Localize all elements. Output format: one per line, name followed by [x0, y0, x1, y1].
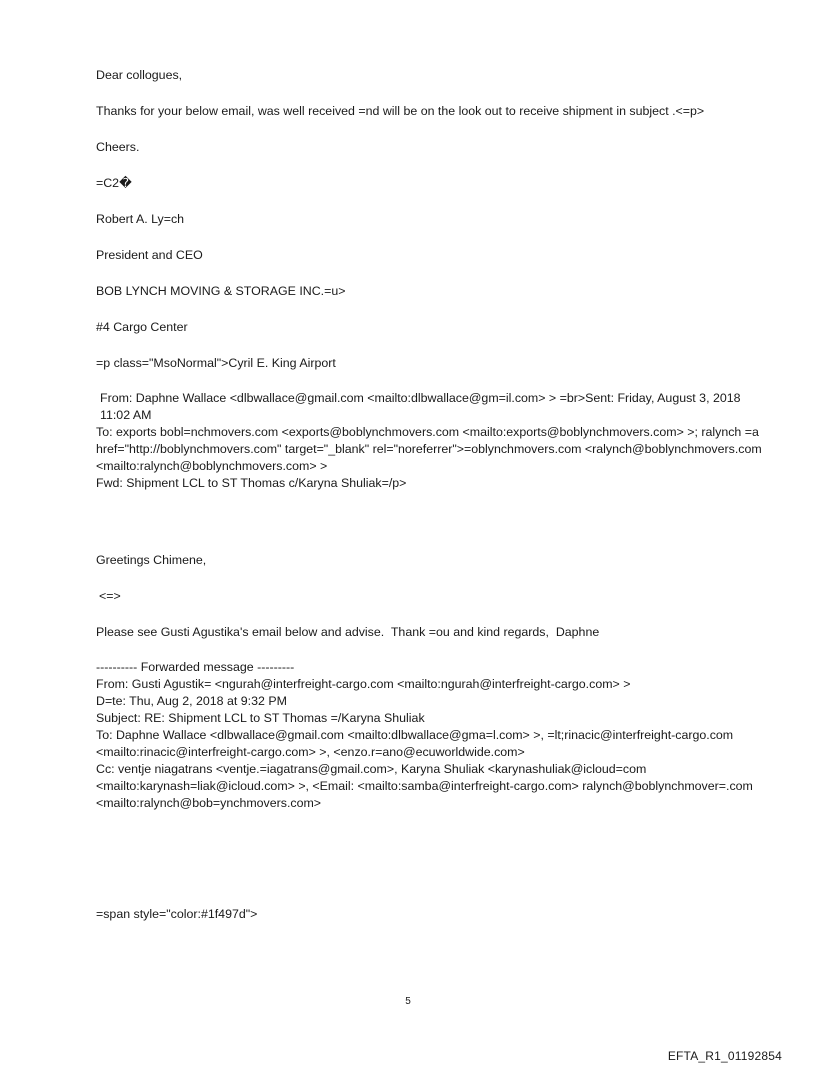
greeting: Greetings Chimene,: [96, 553, 207, 567]
salutation: Dear collogues,: [96, 68, 183, 82]
forwarded-from-line: From: Gusti Agustik= <ngurah@interfreight-cargo.com <mailto:ngurah@interfreight-cargo.com> >: [96, 677, 631, 691]
forward-header: [48, 390, 770, 492]
forward-subject-line: Fwd: Shipment LCL to ST Thomas c/Karyna Shuliak=/p>: [96, 476, 407, 490]
encoding-artifact: =C2�: [96, 176, 132, 190]
forwarded-message-header: [48, 659, 770, 812]
document-id: EFTA_R1_01192854: [667, 1049, 782, 1063]
trailing-artifact: =span style="color:#1f497d">: [96, 907, 258, 921]
body-paragraph-1: Thanks for your below email, was well received =nd will be on the look out to receive shipment in subject .<=p>: [96, 104, 705, 118]
closing: Cheers.: [96, 140, 140, 154]
page-number: 5: [405, 996, 411, 1007]
body-paragraph-2: Please see Gusti Agustika's email below and advise. Thank =ou and kind regards, Daphne: [96, 625, 600, 639]
forwarded-subject-line: Subject: RE: Shipment LCL to ST Thomas =/Karyna Shuliak: [96, 711, 425, 725]
signature-address-1: #4 Cargo Center: [96, 320, 188, 334]
forward-to-line: To: exports bobl=nchmovers.com <exports@boblynchmovers.com <mailto:exports@boblynchmovers.com> >; ralynch =a href="http://boblynchmovers.com" target="_blank" rel="noreferrer">=oblynchmovers.com <ralynch@boblynchmovers.com <mailto:ralynch@boblynchmovers.com> >: [96, 425, 762, 473]
signature-title: President and CEO: [96, 248, 203, 262]
forwarded-date-line: D=te: Thu, Aug 2, 2018 at 9:32 PM: [96, 694, 287, 708]
signature-company: BOB LYNCH MOVING & STORAGE INC.=u>: [96, 284, 346, 298]
forwarded-to-line: To: Daphne Wallace <dlbwallace@gmail.com <mailto:dlbwallace@gma=l.com> >, =lt;rinacic@interfreight-cargo.com <mailto:rinacic@interfreight-cargo.com> >, <enzo.r=ano@ecuworldwide.com>: [96, 728, 734, 759]
forwarded-divider: ---------- Forwarded message ---------: [96, 660, 295, 674]
signature-name: Robert A. Ly=ch: [96, 212, 185, 226]
encoding-artifact-2: <=>: [99, 589, 121, 603]
forwarded-cc-line: Cc: ventje niagatrans <ventje.=iagatrans@gmail.com>, Karyna Shuliak <karynashuliak@icloud=com <mailto:karynash=liak@icloud.com> >, <Email: <mailto:samba@interfreight-cargo.com> ralynch@boblynchmover=.com <mailto:ralynch@bob=ynchmovers.com>: [96, 762, 753, 810]
forward-from-line: From: Daphne Wallace <dlbwallace@gmail.com <mailto:dlbwallace@gm=il.com> > =br>Sent: Friday, August 3, 2018 11:02 AM: [100, 391, 741, 422]
signature-address-2: =p class="MsoNormal">Cyril E. King Airport: [96, 356, 336, 370]
